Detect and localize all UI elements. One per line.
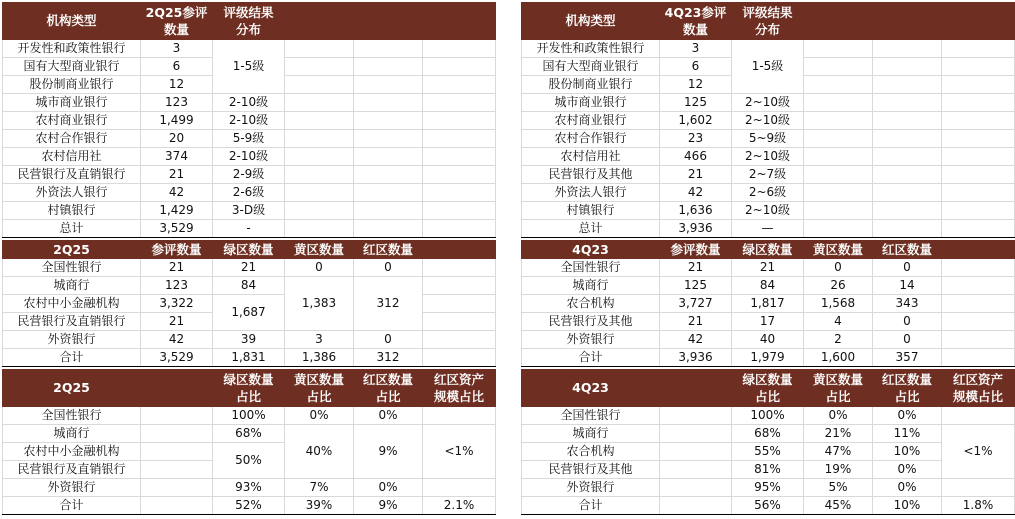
col-header-institution-type: 机构类型 bbox=[3, 3, 141, 40]
merged-distribution-cell: 1-5级 bbox=[213, 40, 285, 94]
header-blank bbox=[423, 3, 496, 40]
table-row: 农村商业银行 1,602 2~10级 bbox=[522, 112, 1015, 130]
table-row: 外资法人银行 42 2~6级 bbox=[522, 184, 1015, 202]
table-row: 全国性银行 100% 0% 0% bbox=[3, 407, 496, 425]
table-header-row: 2Q25 参评数量 绿区数量 黄区数量 红区数量 bbox=[3, 241, 496, 259]
col-header-distribution: 评级结果 分布 bbox=[213, 3, 285, 40]
left-zone-count-table bbox=[2, 240, 496, 367]
total-row: 总计 3,529 - bbox=[3, 220, 496, 238]
table-row: 城商行 68% 21% 11% <1% bbox=[522, 425, 1015, 443]
table-row: 村镇银行 1,429 3-D级 bbox=[3, 202, 496, 220]
table-row: 农村中小金融机构 50% bbox=[3, 443, 496, 461]
total-row: 合计 3,529 1,831 1,386 312 bbox=[3, 349, 496, 367]
table-row: 城商行 123 84 1,383 312 bbox=[3, 277, 496, 295]
right-rating-distribution-table bbox=[521, 2, 1015, 238]
header-blank bbox=[285, 3, 354, 40]
table-row: 股份制商业银行 12 bbox=[3, 76, 496, 94]
table-row: 外资银行 93% 7% 0% bbox=[3, 479, 496, 497]
table-row: 开发性和政策性银行 3 1-5级 bbox=[3, 40, 496, 58]
table-row: 外资银行 42 39 3 0 bbox=[3, 331, 496, 349]
table-row: 民营银行及其他 21 17 4 0 bbox=[522, 313, 1015, 331]
table-row: 外资银行 95% 5% 0% bbox=[522, 479, 1015, 497]
table-row: 全国性银行 21 21 0 0 bbox=[3, 259, 496, 277]
table-row: 外资银行 42 40 2 0 bbox=[522, 331, 1015, 349]
merged-distribution-cell: 1-5级 bbox=[732, 40, 804, 94]
table-row: 民营银行及直销银行 bbox=[3, 461, 496, 479]
merged-asset-ratio-cell: <1% bbox=[942, 425, 1015, 479]
merged-red-cell: 312 bbox=[354, 277, 423, 331]
table-row: 民营银行及其他 81% 19% 0% bbox=[522, 461, 1015, 479]
merged-green-cell: 1,687 bbox=[213, 295, 285, 331]
merged-asset-ratio-cell: <1% bbox=[423, 425, 496, 479]
col-header-count: 2Q25参评 数量 bbox=[141, 3, 213, 40]
total-row: 合计 52% 39% 9% 2.1% bbox=[3, 497, 496, 515]
table-row: 开发性和政策性银行 3 1-5级 bbox=[522, 40, 1015, 58]
table-row: 农村信用社 466 2~10级 bbox=[522, 148, 1015, 166]
table-row: 城商行 125 84 26 14 bbox=[522, 277, 1015, 295]
total-row: 合计 3,936 1,979 1,600 357 bbox=[522, 349, 1015, 367]
table-row: 民营银行及直销银行 21 2-9级 bbox=[3, 166, 496, 184]
total-row: 总计 3,936 — bbox=[522, 220, 1015, 238]
table-row: 外资法人银行 42 2-6级 bbox=[3, 184, 496, 202]
table-header-row: 4Q23 绿区数量 占比 黄区数量 占比 红区数量 占比 红区资产 规模占比 bbox=[522, 370, 1015, 407]
table-row: 农村商业银行 1,499 2-10级 bbox=[3, 112, 496, 130]
header-blank bbox=[354, 3, 423, 40]
merged-red-ratio-cell: 9% bbox=[354, 425, 423, 479]
table-row: 民营银行及直销银行 21 bbox=[3, 313, 496, 331]
merged-yellow-ratio-cell: 40% bbox=[285, 425, 354, 479]
table-row: 城商行 68% 40% 9% <1% bbox=[3, 425, 496, 443]
left-zone-ratio-table bbox=[2, 369, 496, 515]
table-header-row: 机构类型 4Q23参评 数量 评级结果 分布 bbox=[522, 3, 1015, 40]
table-row: 农合机构 55% 47% 10% bbox=[522, 443, 1015, 461]
table-row: 全国性银行 100% 0% 0% bbox=[522, 407, 1015, 425]
table-row: 农合机构 3,727 1,817 1,568 343 bbox=[522, 295, 1015, 313]
table-row: 城市商业银行 123 2-10级 bbox=[3, 94, 496, 112]
table-row: 股份制商业银行 12 bbox=[522, 76, 1015, 94]
merged-yellow-cell: 1,383 bbox=[285, 277, 354, 331]
table-header-row: 2Q25 绿区数量 占比 黄区数量 占比 红区数量 占比 红区资产 规模占比 bbox=[3, 370, 496, 407]
table-row: 农村合作银行 23 5~9级 bbox=[522, 130, 1015, 148]
table-row: 农村信用社 374 2-10级 bbox=[3, 148, 496, 166]
table-row: 全国性银行 21 21 0 0 bbox=[522, 259, 1015, 277]
table-row: 村镇银行 1,636 2~10级 bbox=[522, 202, 1015, 220]
table-row: 民营银行及其他 21 2~7级 bbox=[522, 166, 1015, 184]
table-row: 农村合作银行 20 5-9级 bbox=[3, 130, 496, 148]
merged-green-ratio-cell: 50% bbox=[213, 443, 285, 479]
right-zone-count-table bbox=[521, 240, 1015, 367]
table-row: 农村中小金融机构 3,322 1,687 bbox=[3, 295, 496, 313]
table-header-row bbox=[3, 3, 496, 40]
table-row: 国有大型商业银行 6 bbox=[522, 58, 1015, 76]
table-header-row: 4Q23 参评数量 绿区数量 黄区数量 红区数量 bbox=[522, 241, 1015, 259]
total-row: 合计 56% 45% 10% 1.8% bbox=[522, 497, 1015, 515]
table-row: 城市商业银行 125 2~10级 bbox=[522, 94, 1015, 112]
right-zone-ratio-table bbox=[521, 369, 1015, 515]
left-rating-distribution-table bbox=[2, 2, 496, 238]
table-row: 国有大型商业银行 6 bbox=[3, 58, 496, 76]
